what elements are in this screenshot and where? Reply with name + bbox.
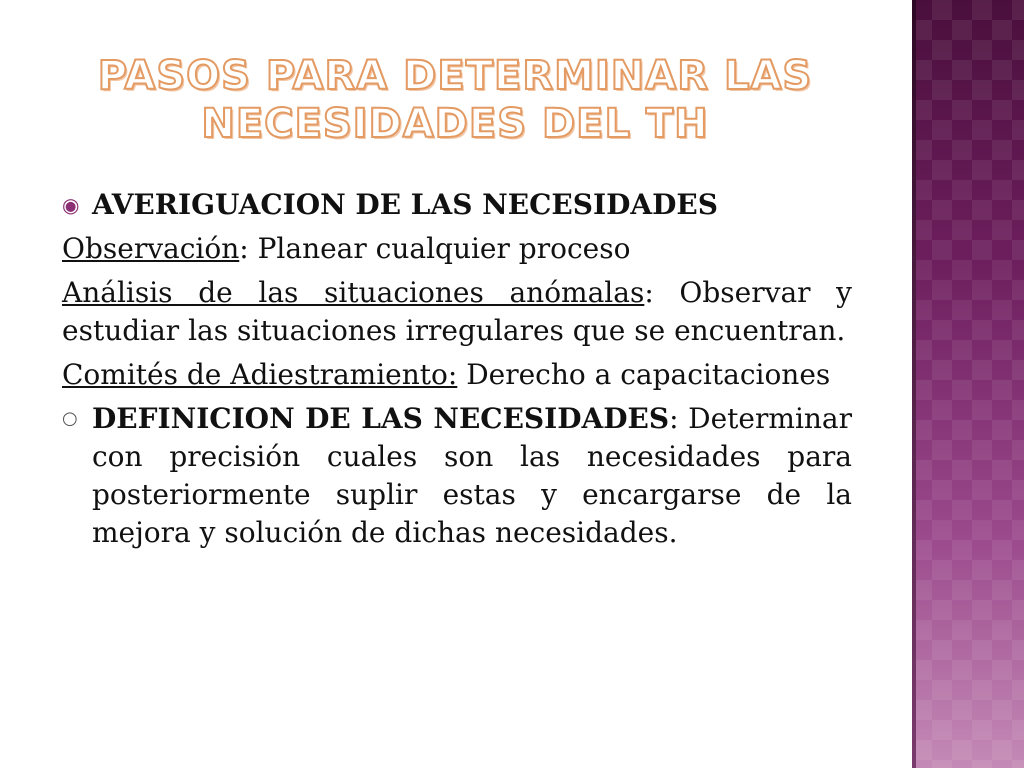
item-analisis-text: Observar y estudiar las situaciones irregulares que se encuentran. [62,276,853,347]
bullet-definicion [62,400,852,552]
side-panel-edge [912,0,916,768]
item-observacion-sep: : [239,232,249,265]
item-comites-text: Derecho a capacitaciones [457,358,831,391]
bullet-definicion-text [92,400,852,552]
item-analisis-sep: : [644,276,654,309]
target-bullet-icon: ◉ [62,193,80,217]
item-observacion-text: Planear cualquier proceso [248,232,631,265]
bullet-definicion-sep: : [669,402,679,435]
slide-title [60,52,850,148]
bullet-definicion-term: DEFINICION DE LAS NECESIDADES [92,402,670,435]
item-comites-term: Comités de Adiestramiento: [62,358,458,391]
slide-body [62,186,852,558]
item-comites [62,356,852,394]
item-analisis-term: Análisis de las situaciones anómalas [62,276,645,309]
title-line-1: PASOS PARA DETERMINAR LAS [97,53,813,99]
item-observacion [62,230,852,268]
bullet-averiguacion-text: AVERIGUACION DE LAS NECESIDADES [92,188,718,221]
item-analisis [62,274,852,350]
title-line-2: NECESIDADES DEL TH [201,101,709,147]
item-observacion-term: Observación [62,232,240,265]
bullet-averiguacion [62,186,852,224]
circle-bullet-icon: ○ [62,408,78,429]
bullet-definicion-body: Determinar con precisión cuales son las necesidades para posteriormente suplir estas y encargarse de la mejora y solución de dichas necesidades. [92,402,853,549]
decorative-side-panel [912,0,1024,768]
